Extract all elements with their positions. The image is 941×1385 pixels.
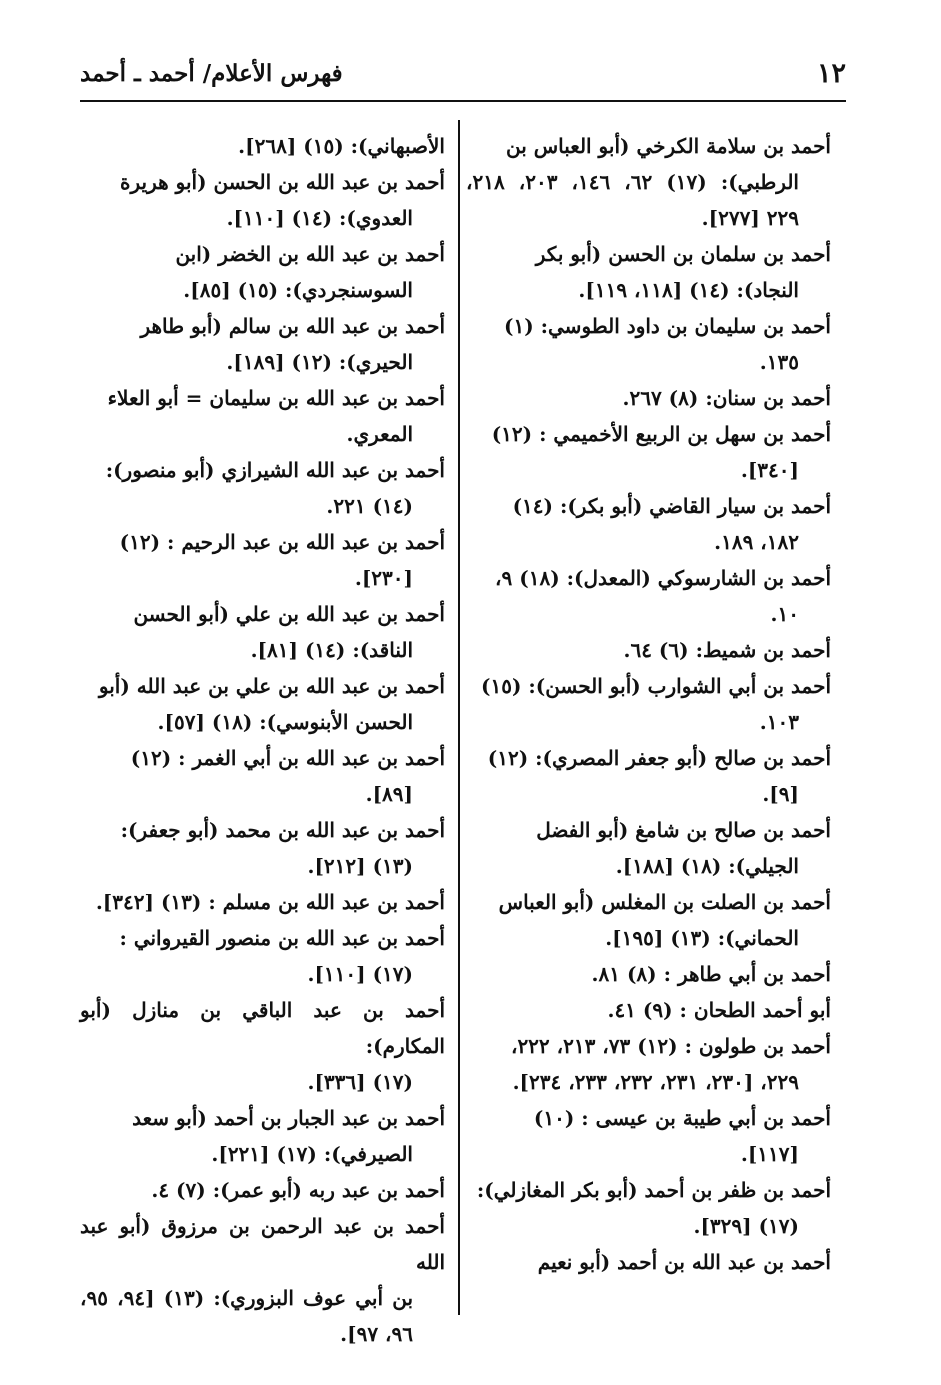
index-entry — [80, 308, 445, 380]
index-entry — [80, 128, 445, 164]
index-entry — [466, 992, 831, 1028]
index-entry — [80, 740, 445, 812]
index-entry-references: ١٣٥. — [759, 350, 799, 374]
index-entry-references: الجيلي): (١٨) [١٨٨]. — [615, 854, 799, 878]
index-entry-references: الصيرفي): (١٧) [٢٢١]. — [211, 1142, 413, 1166]
index-entry-heading: أحمد بن طولون : (١٢) ٧٣، ٢١٣، ٢٢٢، — [510, 1034, 831, 1058]
index-entry-heading: أحمد بن الشارسوكي (المعدل): (١٨) ٩، — [495, 566, 831, 590]
index-entry-references: (١٧) [٣٣٦]. — [307, 1070, 413, 1094]
index-entry-references: المعري. — [346, 422, 413, 446]
index-entry-heading: أحمد بن أبي الشوارب (أبو الحسن): (١٥) — [480, 674, 831, 698]
index-entry — [80, 452, 445, 524]
running-title: فهرس الأعلام/ أحمد ـ أحمد — [80, 60, 343, 87]
index-entry — [80, 236, 445, 308]
index-entry-references: الرطبي): (١٧) ٦٢، ١٤٦، ٢٠٣، ٢١٨، ٢٢٩ [٢٧٧]. — [466, 170, 799, 230]
index-entry-references: (١٤) ٢٢١. — [326, 494, 413, 518]
index-column-right — [466, 128, 831, 1280]
index-entry-references: (١٣) [٢١٢]. — [307, 854, 413, 878]
index-entry-references: الحماني): (١٣) [١٩٥]. — [605, 926, 799, 950]
index-entry-heading: أحمد بن سلمان بن الحسن (أبو بكر — [535, 242, 831, 266]
index-entry — [80, 596, 445, 668]
index-entry-references: ١٠٣. — [759, 710, 799, 734]
index-entry — [466, 560, 831, 632]
index-entry-references: الحسن الأبنوسي): (١٨) [٥٧]. — [157, 710, 413, 734]
index-entry — [466, 380, 831, 416]
index-entry-heading: أحمد بن عبد الله بن علي بن عبد الله (أبو — [98, 674, 445, 698]
index-entry-heading: أحمد بن شميط: (٦) ٦٤. — [623, 638, 831, 662]
index-entry — [80, 524, 445, 596]
index-entry-heading: أبو أحمد الطحان : (٩) ٤١. — [607, 998, 831, 1022]
index-entry-heading: أحمد بن عبد الله بن علي (أبو الحسن — [133, 602, 445, 626]
index-entry — [80, 668, 445, 740]
index-entry — [466, 812, 831, 884]
index-entry — [80, 920, 445, 992]
header-rule — [80, 100, 846, 102]
index-entry — [466, 668, 831, 740]
index-entry-references: [٨٩]. — [365, 782, 413, 806]
index-entry-references: ١٨٢، ١٨٩. — [714, 530, 799, 554]
index-entry-heading: أحمد بن سهل بن الربيع الأخميمي : (١٢) — [491, 422, 831, 446]
index-entry-heading: أحمد بن عبد الله بن أحمد (أبو نعيم — [537, 1250, 831, 1274]
index-entry-heading: أحمد بن سنان: (٨) ٢٦٧. — [622, 386, 831, 410]
index-entry — [80, 1208, 445, 1352]
index-entry-references: [١١٧]. — [740, 1142, 799, 1166]
index-entry-heading: أحمد بن عبد الله بن محمد (أبو جعفر): — [120, 818, 445, 842]
index-entry — [80, 164, 445, 236]
index-entry-heading: أحمد بن عبد الله بن الحسن (أبو هريرة — [120, 170, 445, 194]
index-entry-references: الحيري): (١٢) [١٨٩]. — [226, 350, 413, 374]
index-column-left — [80, 128, 445, 1352]
index-entry-heading: أحمد بن سلامة الكرخي (أبو العباس بن — [506, 134, 831, 158]
index-entry-references: الناقد): (١٤) [٨١]. — [250, 638, 413, 662]
index-entry-heading: أحمد بن أبي طيبة بن عيسى : (١٠) — [533, 1106, 831, 1130]
index-entry-heading: أحمد بن عبد الله بن سالم (أبو طاهر — [140, 314, 445, 338]
index-entry — [80, 992, 445, 1100]
index-entry-references: [٣٤٠]. — [740, 458, 799, 482]
index-entry — [466, 884, 831, 956]
index-entry-references: بن أبي عوف البزوري): (١٣) [٩٤، ٩٥، ٩٦، ٩٧]. — [80, 1286, 414, 1346]
index-entry — [466, 1028, 831, 1100]
index-entry-references: ٢٢٩، [٢٣٠، ٢٣١، ٢٣٢، ٢٣٣، ٢٣٤]. — [512, 1070, 799, 1094]
index-entry-references: ١٠. — [770, 602, 799, 626]
index-entry-references: السوسنجردي): (١٥) [٨٥]. — [183, 278, 413, 302]
index-entry-references: [٩]. — [762, 782, 799, 806]
index-entry-heading: أحمد بن الصلت بن المغلس (أبو العباس — [498, 890, 831, 914]
index-entry-heading: أحمد بن عبد الرحمن بن مرزوق (أبو عبد الله — [80, 1214, 445, 1274]
index-entry-heading: أحمد بن عبد الله بن أبي الغمر : (١٢) — [130, 746, 445, 770]
page-number: ١٢ — [816, 58, 846, 89]
index-entry — [466, 416, 831, 488]
index-entry-heading: أحمد بن عبد الله بن سليمان = أبو العلاء — [107, 386, 445, 410]
index-entry-heading: أحمد بن صالح (أبو جعفر المصري): (١٢) — [487, 746, 831, 770]
page-header — [80, 58, 846, 96]
index-entry — [466, 236, 831, 308]
index-entry-heading: أحمد بن عبد الجبار بن أحمد (أبو سعد — [132, 1106, 445, 1130]
index-entry-heading: أحمد بن عبد الله بن مسلم : (١٣) [٣٤٢]. — [95, 890, 445, 914]
index-entry-references: [٢٣٠]. — [354, 566, 413, 590]
index-entry-heading: أحمد بن عبد الله الشيرازي (أبو منصور): — [105, 458, 445, 482]
column-divider — [458, 120, 460, 1315]
index-entry-references: النجاد): (١٤) [١١٨، ١١٩]. — [578, 278, 799, 302]
index-entry — [80, 884, 445, 920]
index-entry-heading: أحمد بن عبد الله بن عبد الرحيم : (١٢) — [119, 530, 445, 554]
index-entry-heading: أحمد بن عبد الباقي بن منازل (أبو المكارم): — [80, 998, 445, 1058]
index-entry — [466, 1244, 831, 1280]
index-entry — [466, 488, 831, 560]
index-entry-heading: أحمد بن سليمان بن داود الطوسي: (١) — [503, 314, 831, 338]
index-entry-references: العدوي): (١٤) [١١٠]. — [226, 206, 413, 230]
index-entry — [466, 1100, 831, 1172]
index-entry-heading: أحمد بن سيار القاضي (أبو بكر): (١٤) — [512, 494, 831, 518]
index-entry — [466, 1172, 831, 1244]
index-entry-heading: أحمد بن ظفر بن أحمد (أبو بكر المغازلي): — [476, 1178, 831, 1202]
index-entry-heading: أحمد بن عبد الله بن الخضر (ابن — [175, 242, 445, 266]
index-entry — [466, 632, 831, 668]
index-entry — [80, 380, 445, 452]
index-entry-references: (١٧) [٣٢٩]. — [693, 1214, 799, 1238]
index-entry — [466, 740, 831, 812]
index-entry — [466, 956, 831, 992]
index-entry-references: (١٧) [١١٠]. — [307, 962, 413, 986]
index-entry-heading: أحمد بن أبي طاهر : (٨) ٨١. — [591, 962, 831, 986]
index-entry — [466, 128, 831, 236]
index-entry-heading: أحمد بن عبد ربه (أبو عمر): (٧) ٤. — [151, 1178, 445, 1202]
index-entry — [80, 812, 445, 884]
index-entry-heading: أحمد بن صالح بن شامغ (أبو الفضل — [536, 818, 831, 842]
index-entry — [466, 308, 831, 380]
index-entry — [80, 1172, 445, 1208]
index-entry-heading: الأصبهاني): (١٥) [٢٦٨]. — [238, 134, 445, 158]
index-entry — [80, 1100, 445, 1172]
index-entry-heading: أحمد بن عبد الله بن منصور القيرواني : — [119, 926, 445, 950]
